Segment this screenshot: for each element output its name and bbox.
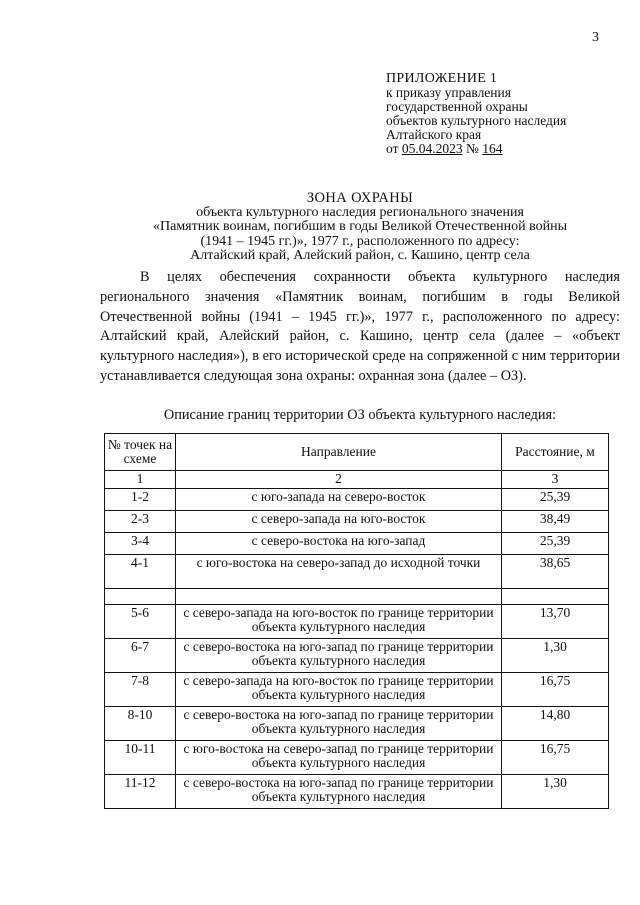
table-row <box>105 588 609 604</box>
distance-cell: 1,30 <box>502 774 609 808</box>
zone-heading <box>100 191 620 264</box>
table-row <box>105 510 609 532</box>
distance-cell: 1,30 <box>502 638 609 672</box>
direction-cell: с юго-востока на северо-запад до исходной точки <box>176 554 502 588</box>
points-cell: 2-3 <box>105 510 176 532</box>
table-row <box>105 672 609 706</box>
table-row <box>105 638 609 672</box>
distance-cell: 14,80 <box>502 706 609 740</box>
appendix-line: объектов культурного наследия <box>386 113 567 128</box>
boundary-table <box>104 433 609 809</box>
intro-paragraph <box>100 268 620 387</box>
points-cell: 3-4 <box>105 532 176 554</box>
page-number: 3 <box>592 30 599 45</box>
zone-title: ЗОНА ОХРАНЫ <box>306 190 414 206</box>
points-cell <box>105 588 176 604</box>
numbering-cell: 1 <box>105 471 176 489</box>
points-cell: 6-7 <box>105 638 176 672</box>
zone-line: объекта культурного наследия регионального значения <box>196 204 524 220</box>
direction-cell: с юго-востока на северо-запад по границе территории объекта культурного наследия <box>176 740 502 774</box>
table-header-row <box>105 434 609 471</box>
number-sign: № <box>465 141 479 156</box>
numbering-row <box>105 471 609 489</box>
appendix-line: государственной охраны <box>386 99 528 114</box>
points-cell: 10-11 <box>105 740 176 774</box>
direction-cell: с северо-востока на юго-запад <box>176 532 502 554</box>
zone-line: «Памятник воинам, погибшим в годы Великой Отечественной войны <box>153 219 567 234</box>
appendix-line: к приказу управления <box>386 85 511 100</box>
table-caption: Описание границ территории ОЗ объекта культурного наследия: <box>163 407 557 423</box>
direction-cell: с северо-востока на юго-запад по границе территории объекта культурного наследия <box>176 638 502 672</box>
table-row <box>105 554 609 588</box>
distance-cell: 25,39 <box>502 488 609 510</box>
points-cell: 4-1 <box>105 554 176 588</box>
zone-line: (1941 – 1945 гг.)», 1977 г., расположенного по адресу: <box>200 233 520 249</box>
distance-cell: 16,75 <box>502 740 609 774</box>
points-cell: 5-6 <box>105 604 176 638</box>
order-date: 05.04.2023 <box>401 141 463 156</box>
distance-cell <box>502 588 609 604</box>
order-date-line <box>386 142 566 156</box>
distance-cell: 16,75 <box>502 672 609 706</box>
intro-text: В целях обеспечения сохранности объекта культурного наследия регионального значения «Памятник воинам, погибшим в годы Великой Отечественной войны (1941 – 1945 гг.)», 1977 г., расположенного по адресу: Алтайский край, Алейский район, с. Кашино, центр села (далее – «объект культурного наследия»), в его исторической среде на сопряженной с ним территории устанавливается следующая зона охраны: охранная зона (далее – ОЗ). <box>100 269 620 384</box>
table-row <box>105 604 609 638</box>
header-distance: Расстояние, м <box>502 434 609 471</box>
table-row <box>105 488 609 510</box>
points-cell: 8-10 <box>105 706 176 740</box>
table-row <box>105 740 609 774</box>
distance-cell: 13,70 <box>502 604 609 638</box>
appendix-title: ПРИЛОЖЕНИЕ 1 <box>386 71 498 86</box>
header-direction: Направление <box>176 434 502 471</box>
appendix-header <box>386 72 566 156</box>
points-cell: 11-12 <box>105 774 176 808</box>
direction-cell: с северо-востока на юго-запад по границе территории объекта культурного наследия <box>176 774 502 808</box>
direction-cell: с юго-запада на северо-восток <box>176 488 502 510</box>
direction-cell: с северо-запада на юго-восток <box>176 510 502 532</box>
distance-cell: 25,39 <box>502 532 609 554</box>
direction-cell: с северо-запада на юго-восток по границе территории объекта культурного наследия <box>176 604 502 638</box>
header-points: № точек на схеме <box>105 434 176 471</box>
zone-line: Алтайский край, Алейский район, с. Кашино, центр села <box>190 248 530 263</box>
appendix-line: Алтайского края <box>386 127 482 142</box>
distance-cell: 38,65 <box>502 554 609 588</box>
table-row <box>105 706 609 740</box>
date-prefix: от <box>386 141 399 156</box>
direction-cell: с северо-запада на юго-восток по границе территории объекта культурного наследия <box>176 672 502 706</box>
order-number: 164 <box>482 141 503 156</box>
table-row <box>105 532 609 554</box>
numbering-cell: 2 <box>176 471 502 489</box>
direction-cell: с северо-востока на юго-запад по границе территории объекта культурного наследия <box>176 706 502 740</box>
distance-cell: 38,49 <box>502 510 609 532</box>
table-row <box>105 774 609 808</box>
points-cell: 1-2 <box>105 488 176 510</box>
points-cell: 7-8 <box>105 672 176 706</box>
numbering-cell: 3 <box>502 471 609 489</box>
direction-cell <box>176 588 502 604</box>
